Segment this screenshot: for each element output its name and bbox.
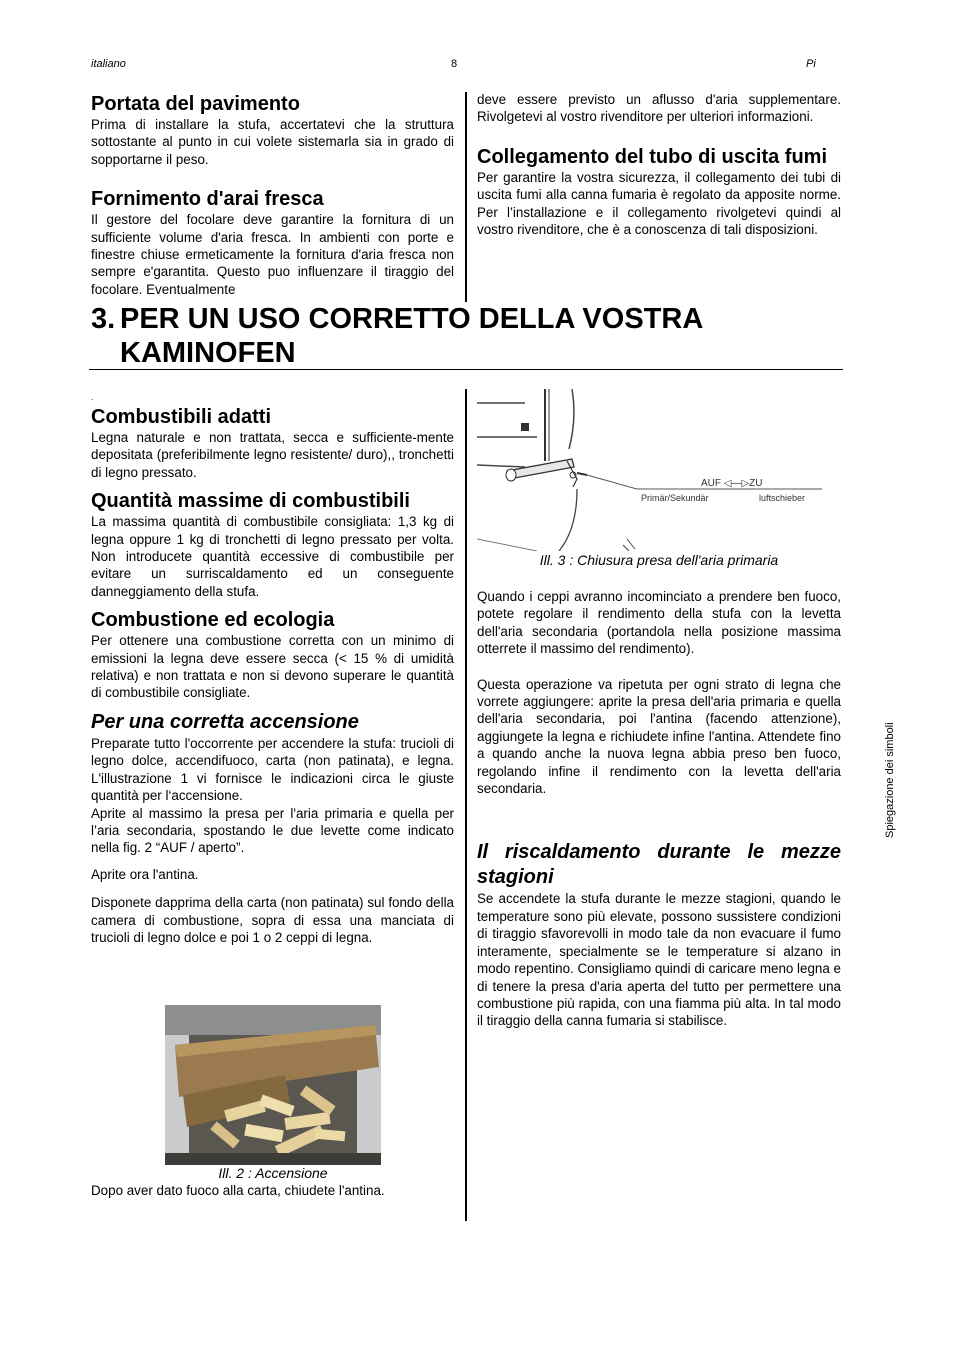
section-text-fuels: Legna naturale e non trattata, secca e sufficiente-mente depositata (preferibilmente legno resistente/ duro),, tronchetti di legno pressato.	[91, 430, 454, 480]
figure-2-caption: Ill. 2 : Accensione	[218, 1165, 328, 1181]
column-divider-top	[465, 92, 467, 302]
top-right-column	[477, 91, 841, 238]
air-slider-label: luftschieber	[759, 493, 806, 503]
section-text-continued: deve essere previsto un aflusso d'aria supplementare. Rivolgetevi al vostro rivenditore per ulteriori informazioni.	[477, 92, 841, 125]
regulation-paragraph-1: Quando i ceppi avranno incominciato a prendere ben fuoco, potete regolare il rendimento della stufa con la levetta dell'aria secondaria (portandola nella posizione massima otterrete il massimo del rendimento).	[477, 589, 841, 657]
red-dot: .	[91, 392, 94, 402]
regulation-paragraph-2: Questa operazione va ripetuta per ogni strato di legna che vorrete aggiungere: aprite la presa dell'aria primaria e quella dell'aria secondaria, poi l'antina (facendo attenzione), aggiungete la legna e richiudete infine l'antina. Attendete fino a quando anche la nuova legna abbia preso ben fuoco, regolando infine il rendimento con la levetta dell'aria secondaria.	[477, 676, 841, 797]
section-title-ecology: Combustione ed ecologia	[91, 609, 335, 632]
auf-zu-label: AUF ◁—▷ZU	[701, 478, 763, 489]
side-tab-label: Spiegazione dei simboli	[884, 722, 896, 838]
section-text-ecology: Per ottenere una combustione corretta con un minimo di emissioni la legna deve essere secca (< 15 % di umidità relativa) e non trattata e non si devono superare le quantità di combustibile consigliate.	[91, 633, 454, 701]
section-text-floor: Prima di installare la stufa, accertatevi che la struttura sottostante al punto in cui volete sistemarla sia in grado di sopportarne il peso.	[91, 117, 454, 167]
top-left-column	[91, 92, 454, 298]
chapter-title-line1: PER UN USO CORRETTO DELLA VOSTRA	[120, 303, 704, 335]
header-right: Pi	[806, 58, 816, 70]
ignition-paragraph-3: Aprite ora l'antina.	[91, 866, 199, 882]
ignition-paragraph-2: Aprite al massimo la presa per l'aria primaria e quella per l’aria secondaria, spostando le due levette come indicato nella fig. 2 “AUF / aperto”.	[91, 805, 454, 856]
section-title-ignition: Per una corretta accensione	[91, 710, 359, 733]
figure-air-regulator	[477, 389, 841, 551]
after-figure-text: Dopo aver dato fuoco alla carta, chiudete l'antina.	[91, 1183, 385, 1198]
firewood-illustration	[165, 1005, 381, 1165]
section-title-max-fuel: Quantità massime di combustibili	[91, 490, 410, 513]
section-title-fuels: Combustibili adatti	[91, 406, 271, 428]
section-title-flue: Collegamento del tubo di uscita fumi	[477, 145, 828, 168]
primary-secondary-label: Primär/Sekundär	[641, 493, 709, 503]
figure-3-caption: Ill. 3 : Chiusura presa dell'aria primaria	[539, 552, 779, 568]
section-title-fresh-air: Fornimento d'arai fresca	[91, 188, 324, 211]
column-divider-bottom	[465, 389, 467, 1221]
ignition-paragraph-1: Preparate tutto l'occorrente per accendere la stufa: trucioli di legno dolce, accendifuoco, carta (non patinata), e legna. L'illustrazione 1 vi fornisce le indicazioni circa le giuste quantità per l‘accensione.	[91, 735, 454, 804]
figure-ignition-photo	[165, 1005, 381, 1165]
chapter-title-line2: KAMINOFEN	[120, 337, 296, 369]
page-number: 8	[451, 58, 458, 70]
bottom-right-column	[477, 588, 841, 1030]
section-text-flue: Per garantire la vostra sicurezza, il collegamento dei tubi di uscita fumi alla canna fumaria è regolato da apposite norme. Per l’installazione e il collegamento rivolgetevi quindi al vostro rivenditore, che è a conoscenza di tali disposizioni.	[477, 169, 841, 238]
section-text-fresh-air: Il gestore del focolare deve garantire la fornitura di un sufficiente volume d'aria fresca. In ambienti con porte e finestre chiuse ermeticamente la fornitura d'aria fresca non sempre e'garantita. Questo puo influenzare il tiraggio del focolare. Eventualmente	[91, 212, 454, 297]
bottom-left-column	[91, 391, 454, 946]
section-text-mid-season: Se accendete la stufa durante le mezze stagioni, quando le temperature sono più elevate, possono sussistere condizioni di tiraggio sfavorevolli in modo tale da non evacuare il fumo interamente, specialmente se le temperature si alzano in modo repentino. Consigliamo quindi di caricare meno legna e di tenere la presa d'aria aperta del tutto per permettere una combustione più rapida, con una fiamma più alta. In tal modo il tiraggio della canna fumaria si stabilisce.	[477, 891, 841, 1029]
chapter-number: 3.	[91, 303, 116, 335]
section-text-max-fuel: La massima quantità di combustibile consigliata: 1,3 kg di legna oppure 1 kg di tronchetti di legno pressato per volta. Non introducete quantità eccessive di combustibile per evitare un surriscaldamento ed un conseguente danneggiamento della stufa.	[91, 514, 454, 599]
air-regulator-diagram	[477, 389, 841, 551]
section-title-floor: Portata del pavimento	[91, 93, 300, 115]
ignition-paragraph-4: Disponete dapprima della carta (non patinata) sul fondo della camera di combustione, sopra di essa una manciata di trucioli di legno dolce e poi 1 o 2 ceppi di legna.	[91, 895, 454, 945]
section-title-mid-season: Il riscaldamento durante le mezze stagioni	[477, 841, 841, 889]
header-language: italiano	[91, 58, 126, 70]
chapter-underline	[89, 369, 843, 370]
